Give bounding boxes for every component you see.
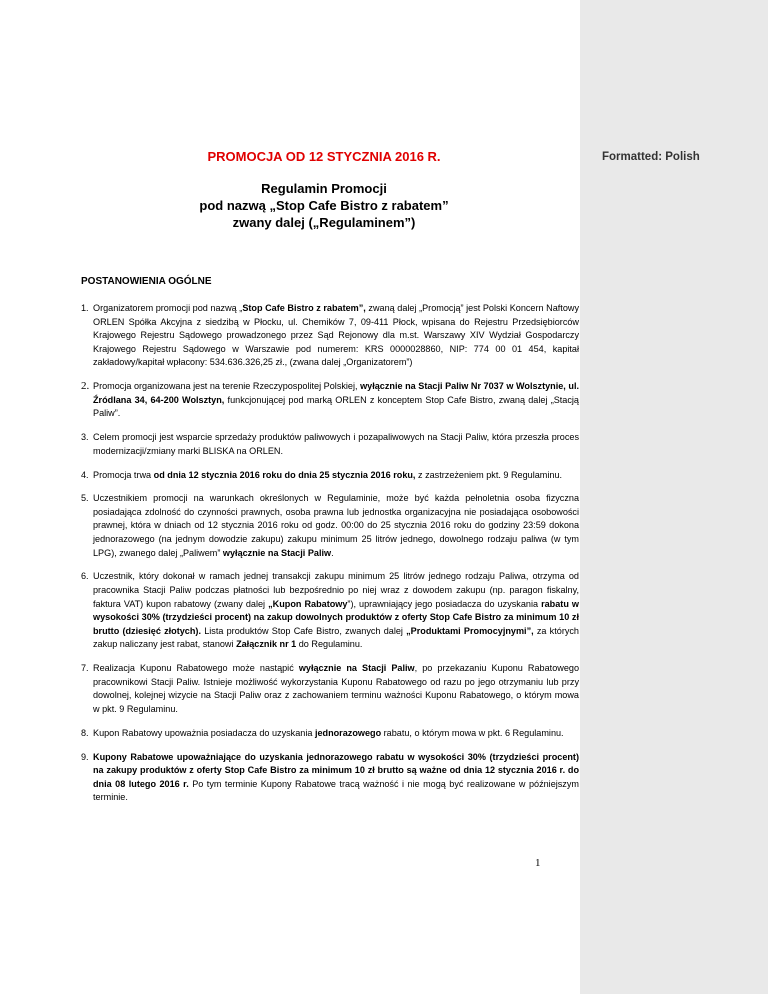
item-number: 2. [81,380,90,393]
text: Kupon Rabatowy upoważnia posiadacza do uzyskania [93,727,315,738]
text: , po przekazaniu Kuponu Rabatowego pracownikowi Stacji Paliw. Istnieje możliwość wykorzystania Kuponu Rabatowego od razu po jego otrzymaniu lub przy dowolnej, kolejnej wizycie na Stacji Paliw oraz z zachowaniem terminu ważności Kuponu Rabatowego, o którym mowa w pkt. 9 Regulaminu. [93,663,579,714]
promotion-title: PROMOCJA OD 12 STYCZNIA 2016 R. [207,149,441,164]
title-line: zwany dalej („Regulaminem”) [232,215,416,230]
regulation-item [81,431,579,458]
item-number: 4. [81,469,89,480]
bold-text: jednorazowego [314,727,382,738]
text: do Regulaminu. [296,639,363,650]
regulation-item [81,662,579,716]
text: za których zakup naliczany jest rabat, stanowi [93,625,579,650]
regulation-item [81,570,579,652]
section-heading: POSTANOWIENIA OGÓLNE [81,276,212,287]
item-number: 5. [81,493,89,504]
bold-text: Załącznik nr 1 [236,639,297,650]
text: ”), uprawniający jego posiadacza do uzyskania [347,598,542,609]
bold-text: Stop Cafe Bistro z rabatem”, [242,303,366,313]
text: Realizacja Kuponu Rabatowego może nastąpić [93,663,299,674]
regulation-items [81,302,579,815]
bold-text: wyłącznie na Stacji Paliw [298,663,415,674]
item-number: 7. [81,663,89,674]
bold-text: „Kupon Rabatowy [268,598,348,609]
text: . [331,547,334,558]
item-number: 3. [81,432,89,443]
regulation-item [81,727,579,741]
title-line: pod nazwą „Stop Cafe Bistro z rabatem” [199,198,449,213]
bold-text: od dnia 12 stycznia 2016 roku do dnia 25 stycznia 2016 roku, [153,469,416,480]
text: Uczestnik, który dokonał w ramach jednej transakcji zakupu minimum 25 litrów jednego rodzaju Paliwa, otrzyma od pracownika Stacji Paliw podczas płatności lub bezpośrednio po niej wraz z dowodem zakupu (np. paragon fiskalny, faktura VAT) kupon rabatowy (zwany dalej [93,571,579,609]
text: Celem promocji jest wsparcie sprzedaży produktów paliwowych i pozapaliwowych na Stacji Paliw, która przeszła proces modernizacji/zmiany marki BLISKA na ORLEN. [93,432,579,456]
regulation-item [81,492,579,560]
title-line: Regulamin Promocji [261,181,387,196]
text: funkcjonującej pod marką ORLEN z konceptem Stop Cafe Bistro, zwaną dalej „Stacją Paliw”. [93,394,579,419]
text: Organizatorem promocji pod nazwą „ [93,303,243,313]
regulation-item [81,469,579,483]
text: Promocja organizowana jest na terenie Rzeczypospolitej Polskiej, [93,381,361,392]
text: Po tym terminie Kupony Rabatowe tracą ważność i nie mogą być realizowane w późniejszym terminie. [93,778,579,803]
page-number: 1 [535,857,541,869]
item-number: 1. [81,303,89,313]
item-number: 9. [81,751,89,762]
formatting-comment-label: Formatted: Polish [602,151,700,163]
regulation-item [81,302,579,370]
regulation-title [68,180,580,231]
bold-text: Kupony Rabatowe upoważniające do uzyskania jednorazowego rabatu w wysokości 30% (trzydzieści procent) na zakupy produktów z oferty Stop Cafe Bistro za minimum 10 zł brutto są ważne od dnia 12 stycznia 2016 r. do dnia 08 lutego 2016 r. [93,751,579,789]
text: Lista produktów Stop Cafe Bistro, zwanych dalej [200,625,407,636]
text: rabatu, o którym mowa w pkt. 6 Regulaminu. [381,727,564,738]
regulation-item [81,751,579,805]
item-number: 6. [81,571,89,582]
bold-text: „Produktami Promocyjnymi”, [406,625,534,636]
bold-text: wyłącznie na Stacji Paliw Nr 7037 w Wolsztynie, ul. Źródlana 34, 64-200 Wolsztyn, [93,381,579,405]
document-page [68,0,580,994]
bold-text: wyłącznie na Stacji Paliw [222,547,332,558]
regulation-item [81,380,579,421]
text: zwaną dalej „Promocją” jest Polski Koncern Naftowy ORLEN Spółka Akcyjna z siedzibą w Płocku, ul. Chemików 7, 09-411 Płock, wpisana do Rejestru Przedsiębiorców Krajowego Rejestru Sądowego prowadzonego przez Sąd Rejonowy dla m.st. Warszawy XIV Wydział Gospodarczy Krajowego Rejestru Sądowego w Warszawie pod numerem: KRS 0000028860, NIP: 774 00 01 454, kapitał zakładowy/kapitał wpłacony: 534.636.326,25 zł., (zwana dalej „Organizatorem”) [93,303,580,368]
bold-text: rabatu w wysokości 30% (trzydzieści procent) na zakup dowolnych produktów z oferty Stop Cafe Bistro za minimum 10 zł brutto (dziesięć złotych). [93,598,579,636]
comments-pane [580,0,768,994]
item-number: 8. [81,727,89,738]
text: Uczestnikiem promocji na warunkach określonych w Regulaminie, może być każda pełnoletnia osoba fizyczna posiadająca zdolność do czynności prawnych, osoba prawna lub jednostka organizacyjna nie posiadająca osobowości prawnej, która w dniach od 12 stycznia 2016 roku od godz. 00:00 do 25 stycznia 2016 roku do godziny 23:59 dokona jednorazowego (na jednym dowodzie zakupu) zakupu minimum 25 litrów jednego, dowolnego rodzaju paliwa (w tym LPG), zwanego dalej „Paliwem” [93,493,579,558]
text: z zastrzeżeniem pkt. 9 Regulaminu. [415,469,563,480]
text: Promocja trwa [93,469,154,480]
